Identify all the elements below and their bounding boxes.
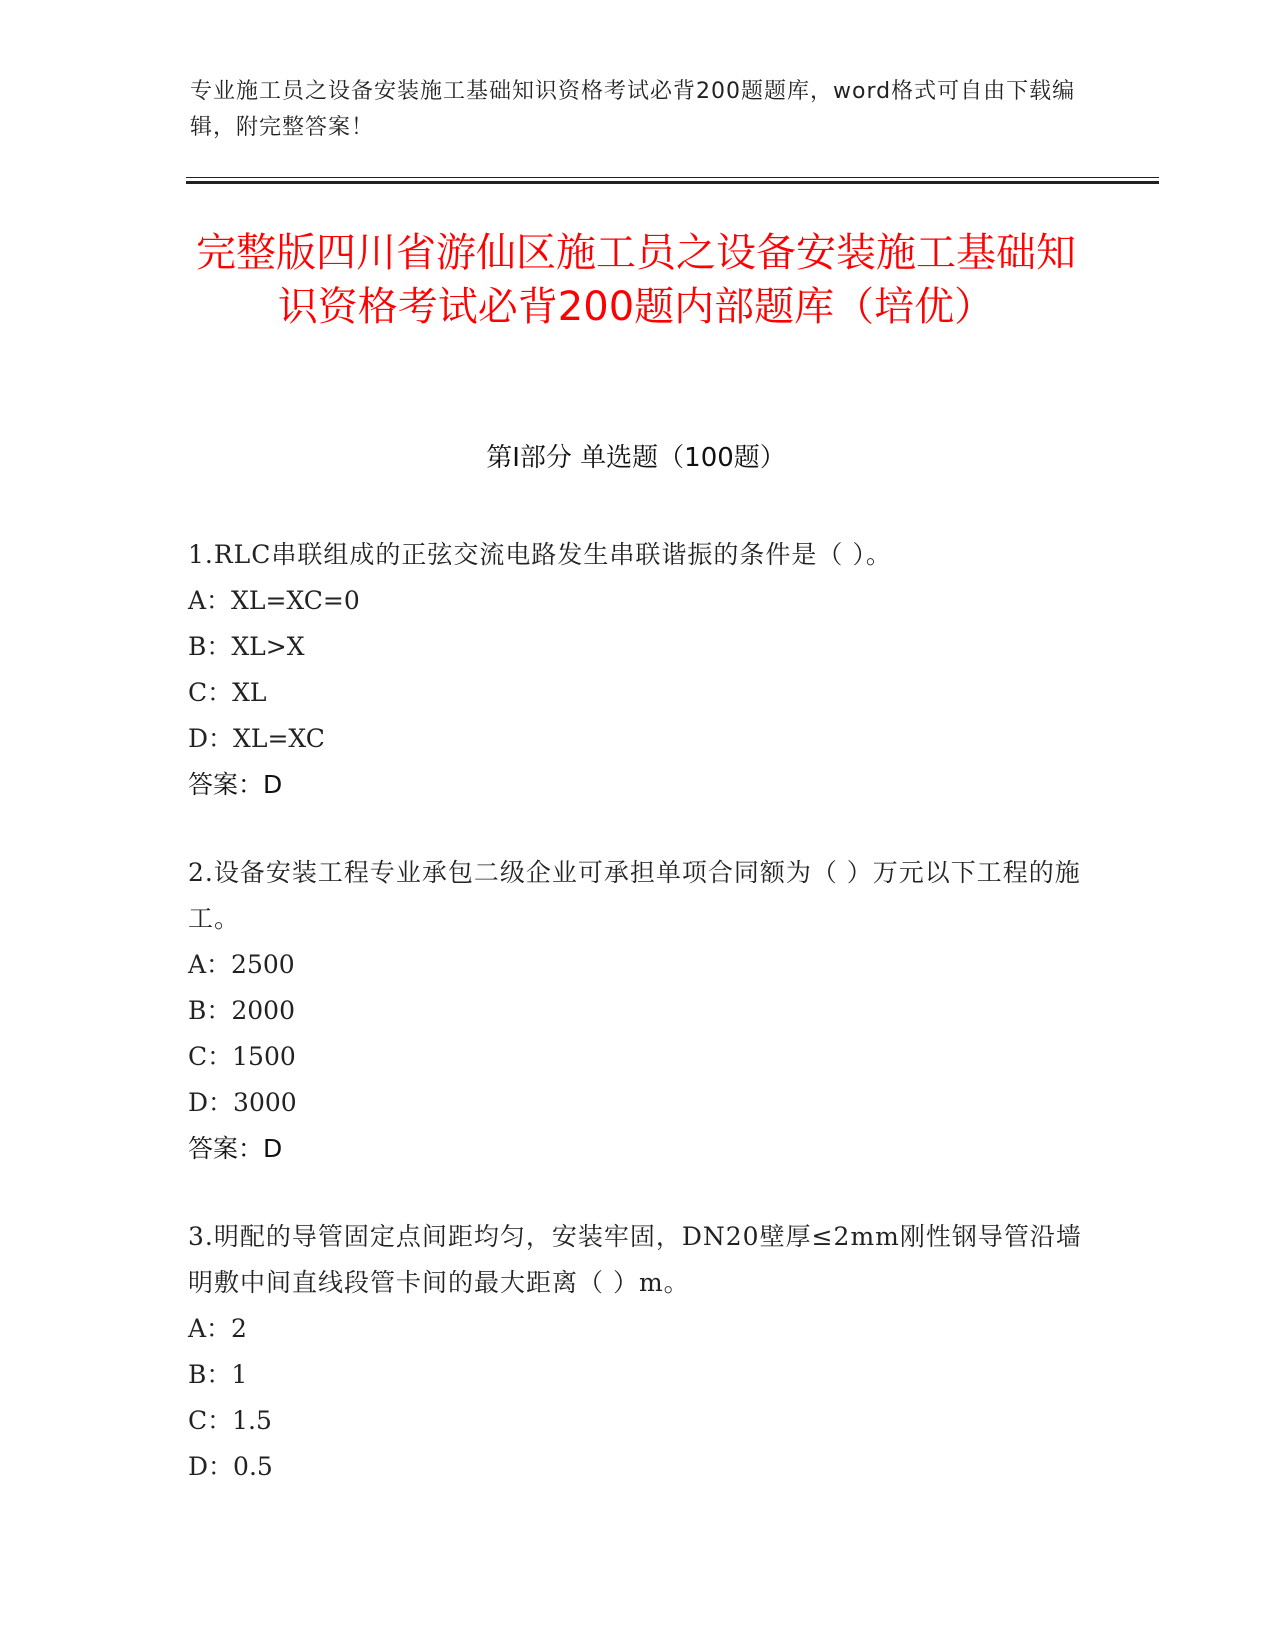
option-c: C：XL [188, 678, 267, 707]
question-list [188, 532, 1088, 1532]
option-d: D：0.5 [188, 1452, 273, 1481]
intro-text: 专业施工员之设备安装施工基础知识资格考试必背200题题库，word格式可自由下载编辑，附完整答案！ [190, 79, 1076, 140]
option-a: A：2500 [188, 950, 295, 979]
answer-label: 答案：D [188, 1134, 283, 1163]
header-divider-thin [186, 177, 1159, 178]
question-item [188, 850, 1088, 1172]
question-text: 2.设备安装工程专业承包二级企业可承担单项合同额为（ ）万元以下工程的施工。 [188, 858, 1081, 933]
option-b: B：2000 [188, 996, 295, 1025]
header-divider-thick [186, 181, 1159, 184]
question-text: 3.明配的导管固定点间距均匀，安装牢固，DN20壁厚≤2mm刚性钢导管沿墙明敷中间直线段管卡间的最大距离（ ）m。 [188, 1222, 1082, 1297]
option-b: B：XL>X [188, 632, 305, 661]
question-text: 1.RLC串联组成的正弦交流电路发生串联谐振的条件是（ ）。 [188, 540, 892, 569]
option-c: C：1500 [188, 1042, 296, 1071]
document-title: 完整版四川省游仙区施工员之设备安装施工基础知识资格考试必背200题内部题库（培优） [196, 230, 1076, 330]
option-c: C：1.5 [188, 1406, 272, 1435]
option-a: A：2 [188, 1314, 247, 1343]
question-item [188, 532, 1088, 808]
option-d: D：XL=XC [188, 724, 325, 753]
option-a: A：XL=XC=0 [188, 586, 360, 615]
question-item [188, 1214, 1088, 1490]
option-b: B：1 [188, 1360, 248, 1389]
option-d: D：3000 [188, 1088, 297, 1117]
section-heading: 第Ⅰ部分 单选题（100题） [486, 443, 786, 473]
answer-label: 答案：D [188, 770, 283, 799]
